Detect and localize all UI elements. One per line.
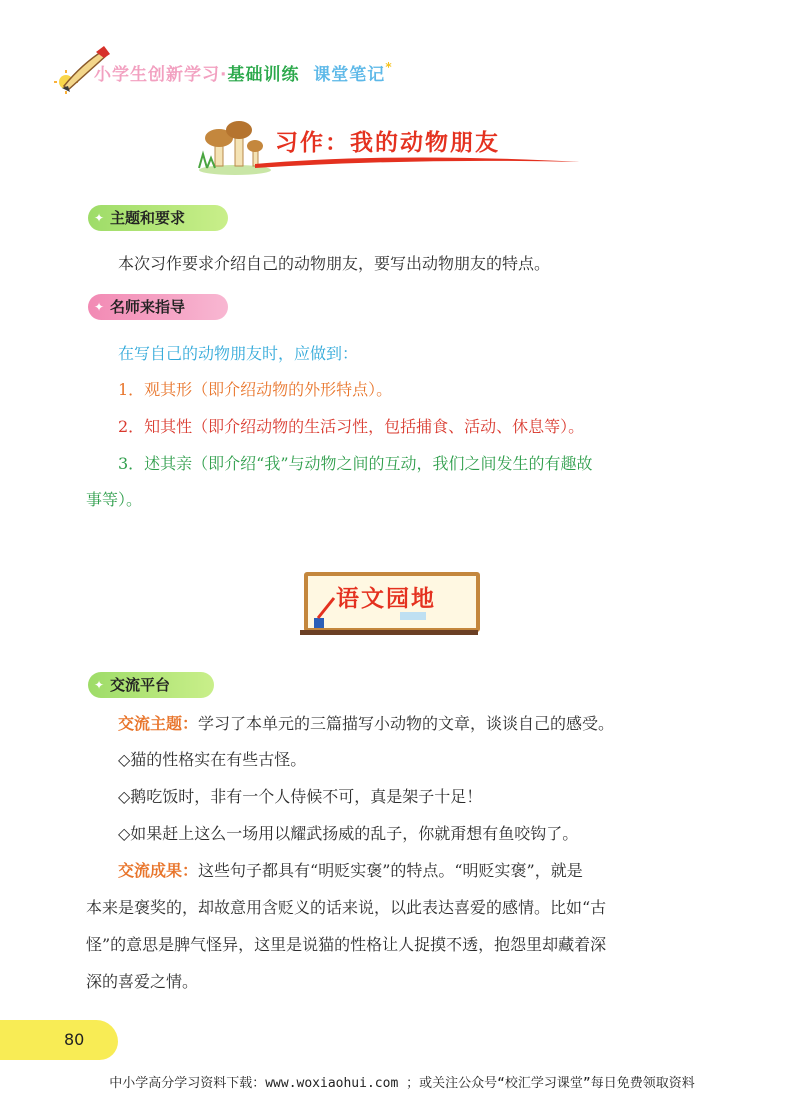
exchange-result-line-1: 这些句子都具有“明贬实褒”的特点。“明贬实褒”，就是: [198, 861, 583, 880]
page-number-badge: [0, 1020, 118, 1060]
guidance-item-2: 2．知其性（即介绍动物的生活习性，包括捕食、活动、休息等）。: [118, 417, 585, 436]
board-ledge: [300, 630, 478, 635]
brand-title-part3: 课堂笔记: [313, 65, 386, 85]
section-label-text: 交流平台: [110, 676, 171, 694]
example-sentence-3: ◇如果赶上这么一场用以耀武扬威的乱子，你就甭想有鱼咬钩了。: [118, 824, 579, 843]
requirement-text: 本次习作要求介绍自己的动物朋友，要写出动物朋友的特点。: [118, 254, 551, 273]
section-label-guidance: [88, 294, 228, 320]
exchange-result-line-3: 怪”的意思是脾气怪异，这里是说猫的性格让人捉摸不透，抱怨里却藏着深: [86, 935, 607, 954]
example-sentence-1: ◇猫的性格实在有些古怪。: [118, 750, 307, 769]
exchange-topic-label: 交流主题：: [118, 714, 199, 733]
brand-title-part2: 基础训练: [227, 65, 300, 85]
lesson-title: 习作：我的动物朋友: [275, 130, 500, 156]
sparkle-icon: ✦: [94, 678, 105, 692]
guidance-item-3: 3．述其亲（即介绍“我”与动物之间的互动，我们之间发生的有趣故: [118, 454, 593, 473]
brand-dot: ·: [220, 65, 228, 85]
exchange-result: [118, 853, 583, 889]
section-label-topic: [88, 205, 228, 231]
lesson-title-banner: [195, 118, 595, 176]
chinese-garden-board: [300, 572, 478, 638]
star-icon: *: [385, 60, 393, 74]
exchange-topic: [118, 706, 614, 742]
exchange-result-line-2: 本来是褒奖的，却故意用含贬义的话来说，以此表达喜爱的感情。比如“古: [86, 898, 607, 917]
brand-title-part1: 小学生创新学习: [94, 65, 220, 85]
section-label-text: 名师来指导: [110, 298, 186, 316]
sparkle-icon: ✦: [94, 300, 105, 314]
exchange-result-line-4: 深的喜爱之情。: [86, 972, 199, 991]
exchange-result-label: 交流成果：: [118, 861, 199, 880]
section-label-text: 主题和要求: [110, 209, 186, 227]
exchange-topic-text: 学习了本单元的三篇描写小动物的文章，谈谈自己的感受。: [198, 714, 615, 733]
section-label-exchange: [88, 672, 214, 698]
board-title: 语文园地: [336, 586, 436, 612]
example-sentence-2: ◇鹅吃饭时，非有一个人侍候不可，真是架子十足！: [118, 787, 483, 806]
footer-notice: 中小学高分学习资料下载：www.woxiaohui.com ；或关注公众号“校汇学习课堂”每日免费领取资料: [109, 1076, 695, 1091]
page-number: 80: [64, 1030, 85, 1049]
sparkle-icon: ✦: [94, 211, 105, 225]
series-header: [52, 42, 432, 98]
guidance-item-3-cont: 事等）。: [86, 490, 143, 509]
guidance-item-1: 1．观其形（即介绍动物的外形特点）。: [118, 380, 393, 399]
guidance-intro: 在写自己的动物朋友时，应做到：: [118, 344, 359, 363]
